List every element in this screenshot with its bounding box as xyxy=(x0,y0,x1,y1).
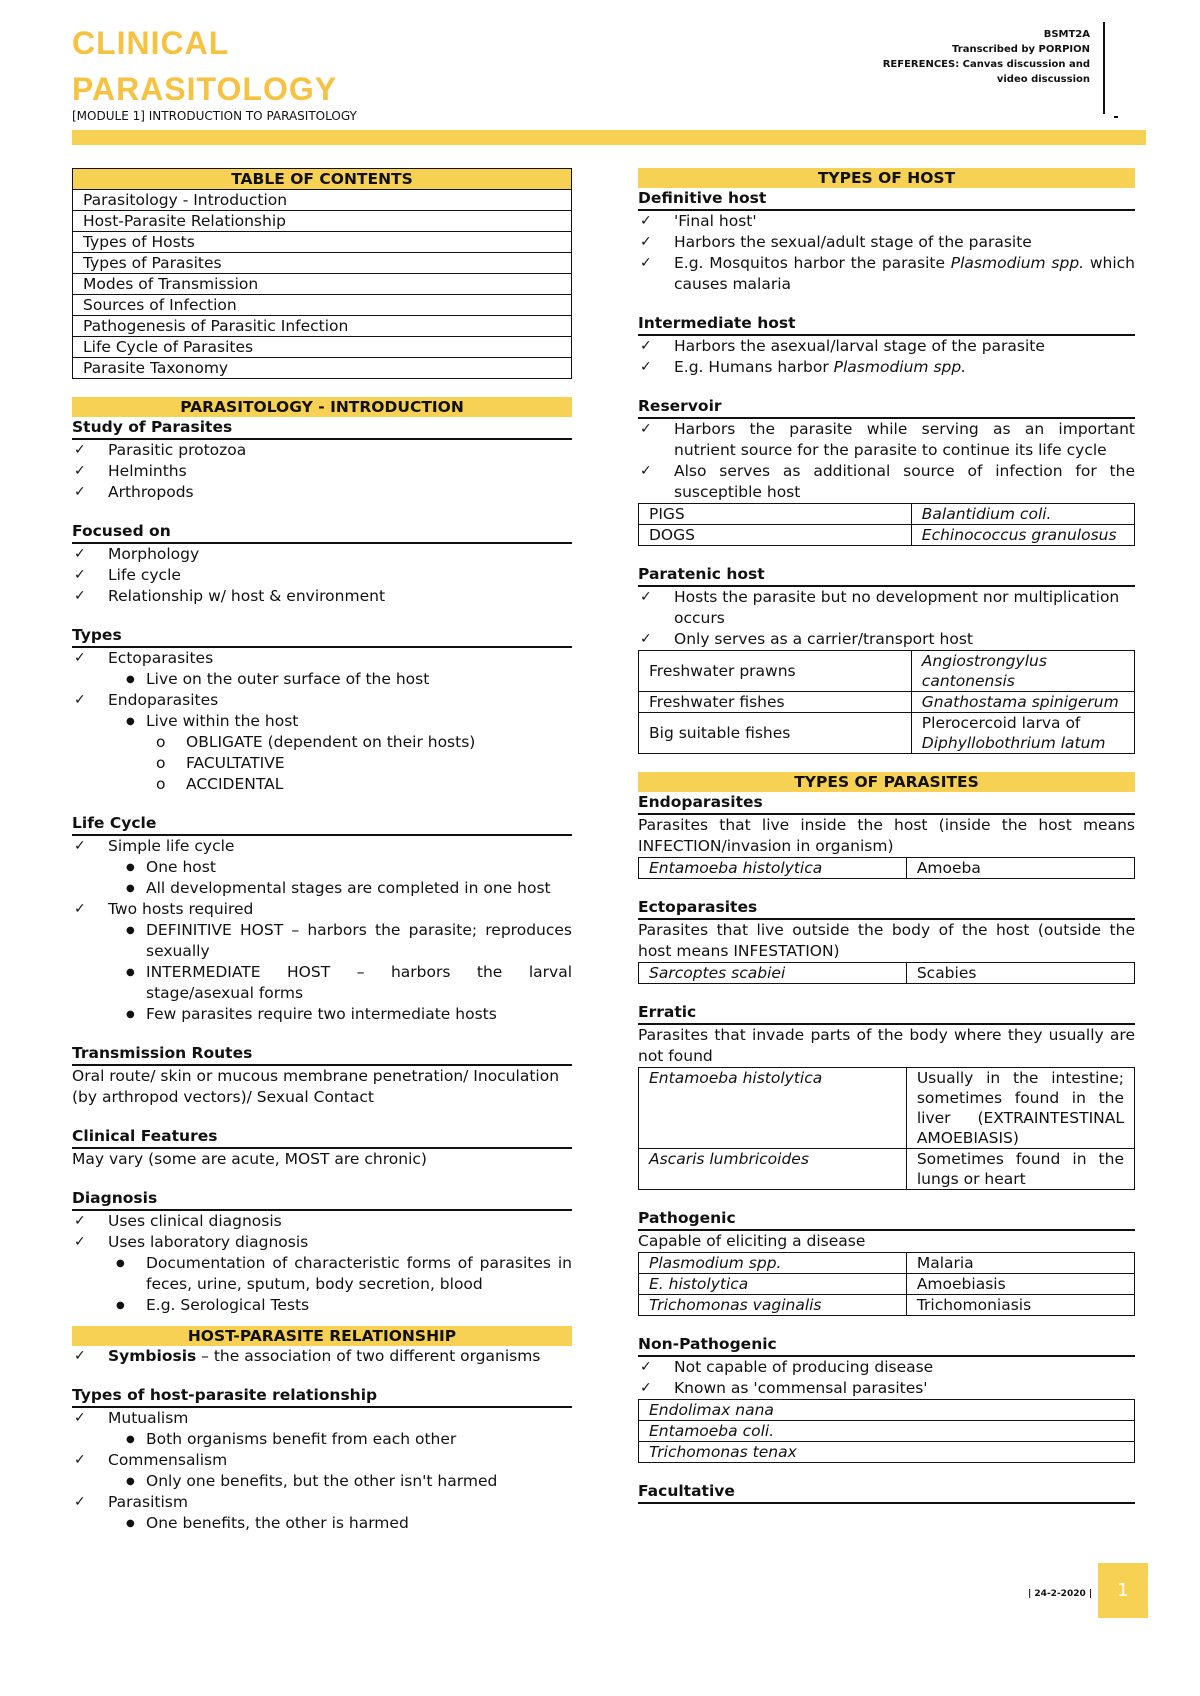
bullet-item: ● Only one benefits, but the other isn't harmed xyxy=(72,1471,572,1492)
subheading-clinical-features: Clinical Features xyxy=(72,1126,572,1149)
toc-item-taxonomy[interactable]: Parasite Taxonomy xyxy=(73,358,572,379)
table-cell: PIGS xyxy=(639,504,912,525)
list-item: ✓ Parasitism xyxy=(72,1492,572,1513)
table-cell: Trichomonas vaginalis xyxy=(639,1295,907,1316)
list-item: ✓ Ectoparasites xyxy=(72,648,572,669)
bullet-item: ● E.g. Serological Tests xyxy=(72,1295,572,1316)
list-item: ✓ Helminths xyxy=(72,461,572,482)
list-item: ✓ Parasitic protozoa xyxy=(72,440,572,461)
list-item: ✓ Simple life cycle xyxy=(72,836,572,857)
clinical-features-text: May vary (some are acute, MOST are chronic) xyxy=(72,1150,427,1168)
table-cell: Plasmodium spp. xyxy=(639,1253,907,1274)
table-cell: Sarcoptes scabiei xyxy=(639,963,907,984)
list-item: ✓ Arthropods xyxy=(72,482,572,503)
table-cell: Entamoeba histolytica xyxy=(639,858,907,879)
subheading-endoparasites: Endoparasites xyxy=(638,792,1135,815)
subheading-paratenic-host: Paratenic host xyxy=(638,564,1135,587)
toc-item-sources-of-infection[interactable]: Sources of Infection xyxy=(73,295,572,316)
paratenic-table xyxy=(638,650,1135,754)
bullet-item: ● Documentation of characteristic forms of parasites in feces, urine, sputum, body secretion, blood xyxy=(72,1253,572,1295)
list-item: ✓ Morphology xyxy=(72,544,572,565)
bullet-item: ● Few parasites require two intermediate hosts xyxy=(72,1004,572,1025)
subheading-non-pathogenic: Non-Pathogenic xyxy=(638,1334,1135,1357)
table-row xyxy=(639,858,1135,879)
species-name: Diphyllobothrium latum xyxy=(921,734,1106,752)
transmission-text: Oral route/ skin or mucous membrane penetration/ Inoculation (by arthropod vectors)/ Sexual Contact xyxy=(72,1067,560,1106)
table-cell: Trichomoniasis xyxy=(906,1295,1134,1316)
table-cell: Big suitable fishes xyxy=(639,713,912,754)
list-item: ✓ Relationship w/ host & environment xyxy=(72,586,572,607)
pathogenic-table xyxy=(638,1252,1135,1316)
subheading-definitive-host: Definitive host xyxy=(638,188,1135,211)
table-row xyxy=(639,1274,1135,1295)
reservoir-table xyxy=(638,503,1135,546)
table-row xyxy=(639,713,1135,754)
ectoparasites-text: Parasites that live outside the body of the host (outside the host means INFESTATION) xyxy=(638,921,1135,960)
ectoparasites-table xyxy=(638,962,1135,984)
list-item: ✓ Hosts the parasite but no development nor multiplication occurs xyxy=(638,587,1135,629)
section-heading-host-parasite: HOST-PARASITE RELATIONSHIP xyxy=(72,1326,572,1346)
header-vertical-rule xyxy=(1103,22,1105,114)
section-heading-types-of-parasites: TYPES OF PARASITES xyxy=(638,772,1135,792)
table-row xyxy=(639,963,1135,984)
table-cell: Malaria xyxy=(906,1253,1134,1274)
list-item: ✓ Endoparasites xyxy=(72,690,572,711)
subheading-intermediate-host: Intermediate host xyxy=(638,313,1135,336)
subheading-ectoparasites: Ectoparasites xyxy=(638,897,1135,920)
table-row xyxy=(639,1253,1135,1274)
table-cell: Echinococcus granulosus xyxy=(911,525,1134,546)
table-cell: Balantidium coli. xyxy=(911,504,1134,525)
text-span: which causes malaria xyxy=(674,254,1135,293)
subheading-reservoir: Reservoir xyxy=(638,396,1135,419)
sub-bullet-item: o ACCIDENTAL xyxy=(72,774,572,795)
subheading-facultative: Facultative xyxy=(638,1481,1135,1504)
transcriber-label: Transcribed by PORPION xyxy=(952,44,1090,55)
subheading-types: Types xyxy=(72,625,572,648)
table-cell: Endolimax nana xyxy=(639,1400,1135,1421)
endoparasites-table xyxy=(638,857,1135,879)
toc-item-host-parasite[interactable]: Host-Parasite Relationship xyxy=(73,211,572,232)
bullet-item: ● Live on the outer surface of the host xyxy=(72,669,572,690)
table-row xyxy=(639,692,1135,713)
bullet-item: ● INTERMEDIATE HOST – harbors the larval stage/asexual forms xyxy=(72,962,572,1004)
list-item xyxy=(638,253,1135,295)
table-row xyxy=(639,1068,1135,1149)
header-dot xyxy=(1114,116,1118,118)
table-cell: Freshwater fishes xyxy=(639,692,912,713)
erratic-table xyxy=(638,1067,1135,1190)
table-cell: Scabies xyxy=(906,963,1134,984)
bullet-item: ● One host xyxy=(72,857,572,878)
toc-heading: TABLE OF CONTENTS xyxy=(73,169,572,190)
list-item: ✓ Not capable of producing disease xyxy=(638,1357,1135,1378)
right-column xyxy=(638,168,1135,1504)
list-item: ✓ Also serves as additional source of infection for the susceptible host xyxy=(638,461,1135,503)
list-item: ✓ Two hosts required xyxy=(72,899,572,920)
header-band xyxy=(72,130,1146,145)
table-row xyxy=(639,525,1135,546)
header-meta xyxy=(883,27,1090,87)
page-number: 1 xyxy=(1098,1563,1148,1618)
bullet-item: ● All developmental stages are completed in one host xyxy=(72,878,572,899)
table-row xyxy=(639,1421,1135,1442)
table-cell xyxy=(911,713,1134,754)
table-cell: Amoeba xyxy=(906,858,1134,879)
bullet-item: ● DEFINITIVE HOST – harbors the parasite; reproduces sexually xyxy=(72,920,572,962)
table-cell: Angiostrongylus cantonensis xyxy=(911,651,1134,692)
subheading-pathogenic: Pathogenic xyxy=(638,1208,1135,1231)
subheading-transmission-routes: Transmission Routes xyxy=(72,1043,572,1066)
list-item: ✓ Harbors the sexual/adult stage of the parasite xyxy=(638,232,1135,253)
module-subtitle: [MODULE 1] INTRODUCTION TO PARASITOLOGY xyxy=(72,109,357,123)
table-cell: E. histolytica xyxy=(639,1274,907,1295)
section-label: BSMT2A xyxy=(1043,29,1090,40)
table-cell: Entamoeba coli. xyxy=(639,1421,1135,1442)
table-of-contents xyxy=(72,168,572,379)
table-cell: Gnathostama spinigerum xyxy=(911,692,1134,713)
erratic-text: Parasites that invade parts of the body where they usually are not found xyxy=(638,1026,1135,1065)
list-item: ✓ Commensalism xyxy=(72,1450,572,1471)
subheading-diagnosis: Diagnosis xyxy=(72,1188,572,1211)
bullet-item: ● Live within the host xyxy=(72,711,572,732)
list-item: ✓ Mutualism xyxy=(72,1408,572,1429)
document-title xyxy=(72,20,337,112)
table-row xyxy=(639,1442,1135,1463)
text-span: Plerocercoid larva of xyxy=(921,714,1081,732)
symbiosis-term: Symbiosis xyxy=(108,1347,197,1365)
subheading-relationship-types: Types of host-parasite relationship xyxy=(72,1385,572,1408)
species-name: Plasmodium spp. xyxy=(833,358,967,376)
references-line-2: video discussion xyxy=(996,74,1090,85)
endoparasites-text: Parasites that live inside the host (inside the host means INFECTION/invasion in organism) xyxy=(638,816,1135,855)
bullet-item: ● Both organisms benefit from each other xyxy=(72,1429,572,1450)
references-line-1: REFERENCES: Canvas discussion and xyxy=(882,59,1090,70)
table-cell: Ascaris lumbricoides xyxy=(639,1149,907,1190)
toc-item-pathogenesis[interactable]: Pathogenesis of Parasitic Infection xyxy=(73,316,572,337)
text-span: E.g. Mosquitos harbor the parasite xyxy=(674,254,951,272)
section-heading-types-of-host: TYPES OF HOST xyxy=(638,168,1135,188)
table-cell: Sometimes found in the lungs or heart xyxy=(906,1149,1134,1190)
left-column xyxy=(72,168,572,1534)
table-cell: Freshwater prawns xyxy=(639,651,912,692)
bullet-item: ● One benefits, the other is harmed xyxy=(72,1513,572,1534)
list-item: ✓ Only serves as a carrier/transport host xyxy=(638,629,1135,650)
toc-item-modes-of-transmission[interactable]: Modes of Transmission xyxy=(73,274,572,295)
list-item: ✓ Harbors the asexual/larval stage of the parasite xyxy=(638,336,1135,357)
list-item: ✓ Harbors the parasite while serving as an important nutrient source for the parasite to continue its life cycle xyxy=(638,419,1135,461)
toc-item-introduction[interactable]: Parasitology - Introduction xyxy=(73,190,572,211)
table-row xyxy=(639,504,1135,525)
sub-bullet-item: o FACULTATIVE xyxy=(72,753,572,774)
table-row xyxy=(639,1149,1135,1190)
section-heading-introduction: PARASITOLOGY - INTRODUCTION xyxy=(72,397,572,417)
toc-item-life-cycle[interactable]: Life Cycle of Parasites xyxy=(73,337,572,358)
text-span: E.g. Humans harbor xyxy=(674,358,834,376)
list-item: ✓ Uses laboratory diagnosis xyxy=(72,1232,572,1253)
table-row xyxy=(639,651,1135,692)
title-line-1: CLINICAL xyxy=(72,25,230,61)
toc-item-types-of-parasites[interactable]: Types of Parasites xyxy=(73,253,572,274)
species-name: Plasmodium spp. xyxy=(950,254,1085,272)
list-item: ✓ Life cycle xyxy=(72,565,572,586)
table-cell: Trichomonas tenax xyxy=(639,1442,1135,1463)
table-cell: Entamoeba histolytica xyxy=(639,1068,907,1149)
subheading-erratic: Erratic xyxy=(638,1002,1135,1025)
table-cell: DOGS xyxy=(639,525,912,546)
table-cell: Amoebiasis xyxy=(906,1274,1134,1295)
sub-bullet-item: o OBLIGATE (dependent on their hosts) xyxy=(72,732,572,753)
list-item: ✓ Known as 'commensal parasites' xyxy=(638,1378,1135,1399)
subheading-focused-on: Focused on xyxy=(72,521,572,544)
list-item xyxy=(638,357,1135,378)
subheading-study-of-parasites: Study of Parasites xyxy=(72,417,572,440)
list-item: ✓ 'Final host' xyxy=(638,211,1135,232)
table-cell: Usually in the intestine; sometimes found in the liver (EXTRAINTESTINAL AMOEBIASIS) xyxy=(906,1068,1134,1149)
non-pathogenic-table xyxy=(638,1399,1135,1463)
footer-date: | 24-2-2020 | xyxy=(1028,1589,1093,1599)
table-row xyxy=(639,1400,1135,1421)
title-line-2: PARASITOLOGY xyxy=(72,71,338,107)
subheading-life-cycle: Life Cycle xyxy=(72,813,572,836)
toc-item-types-of-hosts[interactable]: Types of Hosts xyxy=(73,232,572,253)
list-item xyxy=(72,1346,572,1367)
pathogenic-text: Capable of eliciting a disease xyxy=(638,1232,866,1250)
list-item: ✓ Uses clinical diagnosis xyxy=(72,1211,572,1232)
table-row xyxy=(639,1295,1135,1316)
symbiosis-definition: – the association of two different organisms xyxy=(196,1347,541,1365)
